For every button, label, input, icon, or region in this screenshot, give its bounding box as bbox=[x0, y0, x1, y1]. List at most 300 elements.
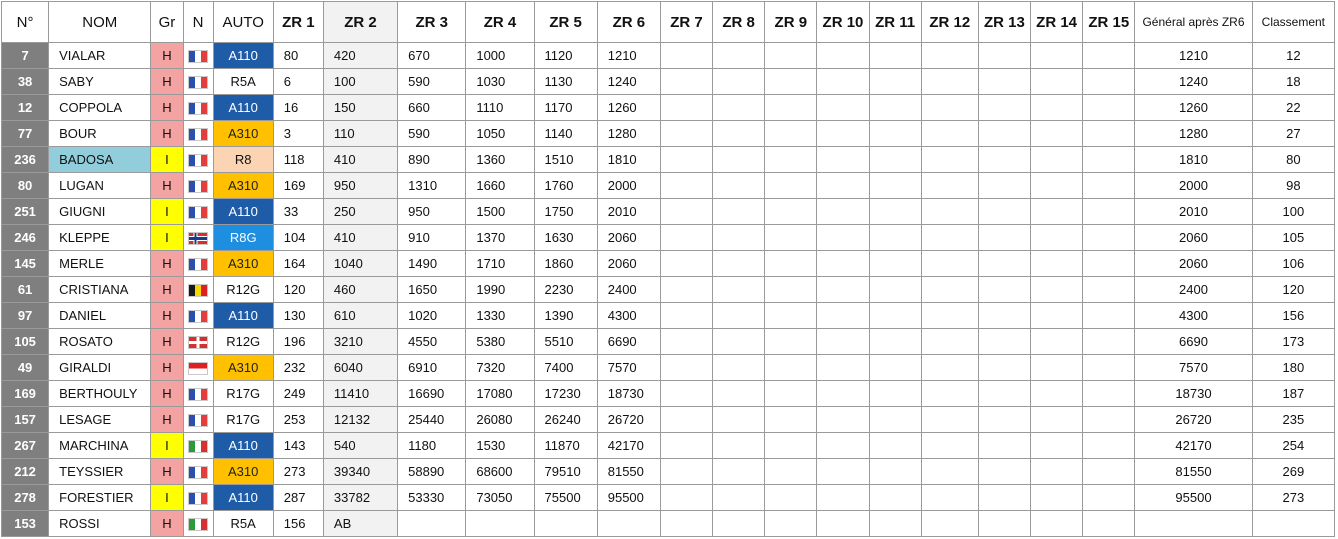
header-zr1[interactable]: ZR 1 bbox=[273, 2, 323, 43]
zr6-cell[interactable] bbox=[597, 511, 660, 537]
zr12-cell[interactable] bbox=[921, 173, 978, 199]
zr11-cell[interactable] bbox=[869, 147, 921, 173]
zr15-cell[interactable] bbox=[1083, 147, 1135, 173]
zr11-cell[interactable] bbox=[869, 459, 921, 485]
zr2-cell[interactable]: 12132 bbox=[323, 407, 397, 433]
car-cell[interactable]: A310 bbox=[213, 459, 273, 485]
zr4-cell[interactable]: 1530 bbox=[466, 433, 534, 459]
bib-number-cell[interactable]: 278 bbox=[2, 485, 49, 511]
zr3-cell[interactable]: 25440 bbox=[398, 407, 466, 433]
zr4-cell[interactable]: 17080 bbox=[466, 381, 534, 407]
zr12-cell[interactable] bbox=[921, 381, 978, 407]
header-zr15[interactable]: ZR 15 bbox=[1083, 2, 1135, 43]
zr7-cell[interactable] bbox=[660, 225, 712, 251]
zr5-cell[interactable] bbox=[534, 511, 597, 537]
zr7-cell[interactable] bbox=[660, 303, 712, 329]
zr8-cell[interactable] bbox=[713, 95, 765, 121]
zr15-cell[interactable] bbox=[1083, 95, 1135, 121]
zr4-cell[interactable]: 1710 bbox=[466, 251, 534, 277]
zr9-cell[interactable] bbox=[765, 381, 817, 407]
bib-number-cell[interactable]: 105 bbox=[2, 329, 49, 355]
zr15-cell[interactable] bbox=[1083, 329, 1135, 355]
zr10-cell[interactable] bbox=[817, 355, 869, 381]
driver-name-cell[interactable]: MERLE bbox=[49, 251, 151, 277]
zr1-cell[interactable]: 169 bbox=[273, 173, 323, 199]
bib-number-cell[interactable]: 267 bbox=[2, 433, 49, 459]
zr12-cell[interactable] bbox=[921, 407, 978, 433]
zr4-cell[interactable]: 1030 bbox=[466, 69, 534, 95]
nationality-cell[interactable] bbox=[183, 355, 213, 381]
zr9-cell[interactable] bbox=[765, 95, 817, 121]
zr12-cell[interactable] bbox=[921, 511, 978, 537]
zr9-cell[interactable] bbox=[765, 43, 817, 69]
car-cell[interactable]: A310 bbox=[213, 121, 273, 147]
zr6-cell[interactable]: 18730 bbox=[597, 381, 660, 407]
zr12-cell[interactable] bbox=[921, 459, 978, 485]
zr11-cell[interactable] bbox=[869, 277, 921, 303]
bib-number-cell[interactable]: 145 bbox=[2, 251, 49, 277]
zr14-cell[interactable] bbox=[1031, 43, 1083, 69]
group-cell[interactable]: H bbox=[151, 121, 183, 147]
zr3-cell[interactable]: 1310 bbox=[398, 173, 466, 199]
bib-number-cell[interactable]: 12 bbox=[2, 95, 49, 121]
header-zr6[interactable]: ZR 6 bbox=[597, 2, 660, 43]
zr7-cell[interactable] bbox=[660, 251, 712, 277]
zr11-cell[interactable] bbox=[869, 407, 921, 433]
zr14-cell[interactable] bbox=[1031, 459, 1083, 485]
bib-number-cell[interactable]: 169 bbox=[2, 381, 49, 407]
nationality-cell[interactable] bbox=[183, 511, 213, 537]
zr10-cell[interactable] bbox=[817, 459, 869, 485]
zr10-cell[interactable] bbox=[817, 277, 869, 303]
zr9-cell[interactable] bbox=[765, 303, 817, 329]
zr3-cell[interactable]: 910 bbox=[398, 225, 466, 251]
car-cell[interactable]: R17G bbox=[213, 381, 273, 407]
zr9-cell[interactable] bbox=[765, 173, 817, 199]
zr9-cell[interactable] bbox=[765, 355, 817, 381]
zr14-cell[interactable] bbox=[1031, 381, 1083, 407]
zr15-cell[interactable] bbox=[1083, 459, 1135, 485]
zr10-cell[interactable] bbox=[817, 433, 869, 459]
zr1-cell[interactable]: 164 bbox=[273, 251, 323, 277]
classement-cell[interactable]: 156 bbox=[1252, 303, 1334, 329]
zr14-cell[interactable] bbox=[1031, 251, 1083, 277]
zr1-cell[interactable]: 156 bbox=[273, 511, 323, 537]
header-zr12[interactable]: ZR 12 bbox=[921, 2, 978, 43]
zr8-cell[interactable] bbox=[713, 121, 765, 147]
nationality-cell[interactable] bbox=[183, 173, 213, 199]
zr9-cell[interactable] bbox=[765, 147, 817, 173]
header-zr7[interactable]: ZR 7 bbox=[660, 2, 712, 43]
group-cell[interactable]: H bbox=[151, 251, 183, 277]
zr3-cell[interactable]: 1020 bbox=[398, 303, 466, 329]
zr5-cell[interactable]: 26240 bbox=[534, 407, 597, 433]
zr13-cell[interactable] bbox=[978, 147, 1030, 173]
zr15-cell[interactable] bbox=[1083, 303, 1135, 329]
zr9-cell[interactable] bbox=[765, 459, 817, 485]
nationality-cell[interactable] bbox=[183, 433, 213, 459]
zr8-cell[interactable] bbox=[713, 173, 765, 199]
zr1-cell[interactable]: 120 bbox=[273, 277, 323, 303]
general-cell[interactable] bbox=[1135, 511, 1252, 537]
general-cell[interactable]: 1260 bbox=[1135, 95, 1252, 121]
zr1-cell[interactable]: 249 bbox=[273, 381, 323, 407]
zr8-cell[interactable] bbox=[713, 277, 765, 303]
zr13-cell[interactable] bbox=[978, 251, 1030, 277]
zr14-cell[interactable] bbox=[1031, 173, 1083, 199]
zr5-cell[interactable]: 1860 bbox=[534, 251, 597, 277]
zr5-cell[interactable]: 1120 bbox=[534, 43, 597, 69]
zr7-cell[interactable] bbox=[660, 407, 712, 433]
zr1-cell[interactable]: 287 bbox=[273, 485, 323, 511]
zr8-cell[interactable] bbox=[713, 303, 765, 329]
driver-name-cell[interactable]: LESAGE bbox=[49, 407, 151, 433]
zr12-cell[interactable] bbox=[921, 69, 978, 95]
zr3-cell[interactable]: 950 bbox=[398, 199, 466, 225]
classement-cell[interactable]: 269 bbox=[1252, 459, 1334, 485]
general-cell[interactable]: 2000 bbox=[1135, 173, 1252, 199]
zr1-cell[interactable]: 232 bbox=[273, 355, 323, 381]
driver-name-cell[interactable]: GIUGNI bbox=[49, 199, 151, 225]
zr7-cell[interactable] bbox=[660, 121, 712, 147]
general-cell[interactable]: 26720 bbox=[1135, 407, 1252, 433]
zr13-cell[interactable] bbox=[978, 511, 1030, 537]
general-cell[interactable]: 1210 bbox=[1135, 43, 1252, 69]
zr13-cell[interactable] bbox=[978, 303, 1030, 329]
car-cell[interactable]: R17G bbox=[213, 407, 273, 433]
general-cell[interactable]: 1240 bbox=[1135, 69, 1252, 95]
zr9-cell[interactable] bbox=[765, 407, 817, 433]
nationality-cell[interactable] bbox=[183, 381, 213, 407]
zr2-cell[interactable]: 39340 bbox=[323, 459, 397, 485]
zr6-cell[interactable]: 42170 bbox=[597, 433, 660, 459]
group-cell[interactable]: H bbox=[151, 173, 183, 199]
zr2-cell[interactable]: 6040 bbox=[323, 355, 397, 381]
car-cell[interactable]: A310 bbox=[213, 251, 273, 277]
zr10-cell[interactable] bbox=[817, 251, 869, 277]
nationality-cell[interactable] bbox=[183, 329, 213, 355]
group-cell[interactable]: I bbox=[151, 225, 183, 251]
zr3-cell[interactable]: 670 bbox=[398, 43, 466, 69]
zr10-cell[interactable] bbox=[817, 511, 869, 537]
zr10-cell[interactable] bbox=[817, 69, 869, 95]
zr2-cell[interactable]: 150 bbox=[323, 95, 397, 121]
nationality-cell[interactable] bbox=[183, 95, 213, 121]
zr5-cell[interactable]: 1750 bbox=[534, 199, 597, 225]
zr12-cell[interactable] bbox=[921, 303, 978, 329]
zr12-cell[interactable] bbox=[921, 95, 978, 121]
zr3-cell[interactable]: 1650 bbox=[398, 277, 466, 303]
zr15-cell[interactable] bbox=[1083, 251, 1135, 277]
zr10-cell[interactable] bbox=[817, 381, 869, 407]
zr8-cell[interactable] bbox=[713, 511, 765, 537]
group-cell[interactable]: H bbox=[151, 43, 183, 69]
zr5-cell[interactable]: 17230 bbox=[534, 381, 597, 407]
header-nat[interactable]: N bbox=[183, 2, 213, 43]
bib-number-cell[interactable]: 61 bbox=[2, 277, 49, 303]
zr11-cell[interactable] bbox=[869, 511, 921, 537]
zr12-cell[interactable] bbox=[921, 277, 978, 303]
zr8-cell[interactable] bbox=[713, 199, 765, 225]
group-cell[interactable]: I bbox=[151, 147, 183, 173]
zr3-cell[interactable]: 660 bbox=[398, 95, 466, 121]
zr14-cell[interactable] bbox=[1031, 277, 1083, 303]
zr13-cell[interactable] bbox=[978, 329, 1030, 355]
zr9-cell[interactable] bbox=[765, 277, 817, 303]
zr11-cell[interactable] bbox=[869, 303, 921, 329]
zr8-cell[interactable] bbox=[713, 251, 765, 277]
zr14-cell[interactable] bbox=[1031, 407, 1083, 433]
driver-name-cell[interactable]: CRISTIANA bbox=[49, 277, 151, 303]
zr1-cell[interactable]: 118 bbox=[273, 147, 323, 173]
group-cell[interactable]: H bbox=[151, 95, 183, 121]
zr2-cell[interactable]: 33782 bbox=[323, 485, 397, 511]
general-cell[interactable]: 42170 bbox=[1135, 433, 1252, 459]
zr6-cell[interactable]: 2060 bbox=[597, 225, 660, 251]
zr3-cell[interactable]: 4550 bbox=[398, 329, 466, 355]
bib-number-cell[interactable]: 97 bbox=[2, 303, 49, 329]
zr9-cell[interactable] bbox=[765, 69, 817, 95]
zr11-cell[interactable] bbox=[869, 173, 921, 199]
zr9-cell[interactable] bbox=[765, 511, 817, 537]
zr4-cell[interactable]: 1330 bbox=[466, 303, 534, 329]
zr15-cell[interactable] bbox=[1083, 225, 1135, 251]
general-cell[interactable]: 2060 bbox=[1135, 225, 1252, 251]
zr8-cell[interactable] bbox=[713, 381, 765, 407]
zr6-cell[interactable]: 1280 bbox=[597, 121, 660, 147]
zr10-cell[interactable] bbox=[817, 407, 869, 433]
zr1-cell[interactable]: 104 bbox=[273, 225, 323, 251]
zr4-cell[interactable]: 68600 bbox=[466, 459, 534, 485]
classement-cell[interactable]: 254 bbox=[1252, 433, 1334, 459]
zr7-cell[interactable] bbox=[660, 511, 712, 537]
classement-cell[interactable]: 235 bbox=[1252, 407, 1334, 433]
bib-number-cell[interactable]: 153 bbox=[2, 511, 49, 537]
header-nom[interactable]: NOM bbox=[49, 2, 151, 43]
zr15-cell[interactable] bbox=[1083, 69, 1135, 95]
zr12-cell[interactable] bbox=[921, 251, 978, 277]
header-zr4[interactable]: ZR 4 bbox=[466, 2, 534, 43]
zr14-cell[interactable] bbox=[1031, 95, 1083, 121]
zr13-cell[interactable] bbox=[978, 69, 1030, 95]
nationality-cell[interactable] bbox=[183, 303, 213, 329]
bib-number-cell[interactable]: 7 bbox=[2, 43, 49, 69]
car-cell[interactable]: R8G bbox=[213, 225, 273, 251]
zr7-cell[interactable] bbox=[660, 199, 712, 225]
group-cell[interactable]: H bbox=[151, 511, 183, 537]
zr2-cell[interactable]: 1040 bbox=[323, 251, 397, 277]
zr2-cell[interactable]: 950 bbox=[323, 173, 397, 199]
header-zr9[interactable]: ZR 9 bbox=[765, 2, 817, 43]
general-cell[interactable]: 7570 bbox=[1135, 355, 1252, 381]
classement-cell[interactable] bbox=[1252, 511, 1334, 537]
zr3-cell[interactable]: 16690 bbox=[398, 381, 466, 407]
zr11-cell[interactable] bbox=[869, 69, 921, 95]
zr6-cell[interactable]: 2010 bbox=[597, 199, 660, 225]
zr15-cell[interactable] bbox=[1083, 407, 1135, 433]
zr2-cell[interactable]: AB bbox=[323, 511, 397, 537]
group-cell[interactable]: H bbox=[151, 355, 183, 381]
nationality-cell[interactable] bbox=[183, 251, 213, 277]
zr3-cell[interactable]: 58890 bbox=[398, 459, 466, 485]
zr2-cell[interactable]: 100 bbox=[323, 69, 397, 95]
zr1-cell[interactable]: 273 bbox=[273, 459, 323, 485]
zr12-cell[interactable] bbox=[921, 485, 978, 511]
zr5-cell[interactable]: 11870 bbox=[534, 433, 597, 459]
zr12-cell[interactable] bbox=[921, 433, 978, 459]
classement-cell[interactable]: 80 bbox=[1252, 147, 1334, 173]
classement-cell[interactable]: 105 bbox=[1252, 225, 1334, 251]
zr9-cell[interactable] bbox=[765, 433, 817, 459]
zr5-cell[interactable]: 79510 bbox=[534, 459, 597, 485]
zr14-cell[interactable] bbox=[1031, 225, 1083, 251]
zr3-cell[interactable]: 1180 bbox=[398, 433, 466, 459]
zr5-cell[interactable]: 1630 bbox=[534, 225, 597, 251]
classement-cell[interactable]: 187 bbox=[1252, 381, 1334, 407]
classement-cell[interactable]: 173 bbox=[1252, 329, 1334, 355]
zr7-cell[interactable] bbox=[660, 355, 712, 381]
zr7-cell[interactable] bbox=[660, 69, 712, 95]
zr15-cell[interactable] bbox=[1083, 381, 1135, 407]
zr5-cell[interactable]: 2230 bbox=[534, 277, 597, 303]
zr12-cell[interactable] bbox=[921, 355, 978, 381]
zr11-cell[interactable] bbox=[869, 329, 921, 355]
zr1-cell[interactable]: 253 bbox=[273, 407, 323, 433]
zr11-cell[interactable] bbox=[869, 121, 921, 147]
nationality-cell[interactable] bbox=[183, 459, 213, 485]
zr2-cell[interactable]: 410 bbox=[323, 147, 397, 173]
zr2-cell[interactable]: 250 bbox=[323, 199, 397, 225]
zr6-cell[interactable]: 2400 bbox=[597, 277, 660, 303]
header-zr3[interactable]: ZR 3 bbox=[398, 2, 466, 43]
zr2-cell[interactable]: 610 bbox=[323, 303, 397, 329]
bib-number-cell[interactable]: 246 bbox=[2, 225, 49, 251]
bib-number-cell[interactable]: 236 bbox=[2, 147, 49, 173]
zr13-cell[interactable] bbox=[978, 199, 1030, 225]
zr1-cell[interactable]: 6 bbox=[273, 69, 323, 95]
car-cell[interactable]: R5A bbox=[213, 69, 273, 95]
car-cell[interactable]: R12G bbox=[213, 277, 273, 303]
zr1-cell[interactable]: 16 bbox=[273, 95, 323, 121]
zr4-cell[interactable]: 7320 bbox=[466, 355, 534, 381]
nationality-cell[interactable] bbox=[183, 43, 213, 69]
zr13-cell[interactable] bbox=[978, 433, 1030, 459]
zr10-cell[interactable] bbox=[817, 485, 869, 511]
zr10-cell[interactable] bbox=[817, 303, 869, 329]
zr11-cell[interactable] bbox=[869, 381, 921, 407]
general-cell[interactable]: 2400 bbox=[1135, 277, 1252, 303]
zr5-cell[interactable]: 1510 bbox=[534, 147, 597, 173]
zr6-cell[interactable]: 7570 bbox=[597, 355, 660, 381]
driver-name-cell[interactable]: DANIEL bbox=[49, 303, 151, 329]
zr4-cell[interactable]: 1050 bbox=[466, 121, 534, 147]
header-zr14[interactable]: ZR 14 bbox=[1031, 2, 1083, 43]
zr10-cell[interactable] bbox=[817, 121, 869, 147]
zr5-cell[interactable]: 7400 bbox=[534, 355, 597, 381]
zr3-cell[interactable]: 1490 bbox=[398, 251, 466, 277]
driver-name-cell[interactable]: KLEPPE bbox=[49, 225, 151, 251]
zr2-cell[interactable]: 110 bbox=[323, 121, 397, 147]
zr6-cell[interactable]: 2000 bbox=[597, 173, 660, 199]
nationality-cell[interactable] bbox=[183, 407, 213, 433]
zr12-cell[interactable] bbox=[921, 225, 978, 251]
zr15-cell[interactable] bbox=[1083, 43, 1135, 69]
zr14-cell[interactable] bbox=[1031, 121, 1083, 147]
zr1-cell[interactable]: 196 bbox=[273, 329, 323, 355]
general-cell[interactable]: 95500 bbox=[1135, 485, 1252, 511]
zr7-cell[interactable] bbox=[660, 277, 712, 303]
car-cell[interactable]: A110 bbox=[213, 43, 273, 69]
zr4-cell[interactable]: 1660 bbox=[466, 173, 534, 199]
classement-cell[interactable]: 98 bbox=[1252, 173, 1334, 199]
header-zr13[interactable]: ZR 13 bbox=[978, 2, 1030, 43]
zr13-cell[interactable] bbox=[978, 121, 1030, 147]
zr11-cell[interactable] bbox=[869, 199, 921, 225]
zr7-cell[interactable] bbox=[660, 485, 712, 511]
zr11-cell[interactable] bbox=[869, 43, 921, 69]
zr6-cell[interactable]: 1260 bbox=[597, 95, 660, 121]
zr10-cell[interactable] bbox=[817, 225, 869, 251]
zr2-cell[interactable]: 460 bbox=[323, 277, 397, 303]
zr15-cell[interactable] bbox=[1083, 121, 1135, 147]
group-cell[interactable]: I bbox=[151, 199, 183, 225]
zr14-cell[interactable] bbox=[1031, 69, 1083, 95]
zr7-cell[interactable] bbox=[660, 173, 712, 199]
zr3-cell[interactable]: 53330 bbox=[398, 485, 466, 511]
zr10-cell[interactable] bbox=[817, 95, 869, 121]
zr9-cell[interactable] bbox=[765, 251, 817, 277]
zr8-cell[interactable] bbox=[713, 329, 765, 355]
zr3-cell[interactable]: 6910 bbox=[398, 355, 466, 381]
driver-name-cell[interactable]: LUGAN bbox=[49, 173, 151, 199]
header-zr5[interactable]: ZR 5 bbox=[534, 2, 597, 43]
zr12-cell[interactable] bbox=[921, 121, 978, 147]
zr7-cell[interactable] bbox=[660, 95, 712, 121]
zr13-cell[interactable] bbox=[978, 381, 1030, 407]
zr14-cell[interactable] bbox=[1031, 199, 1083, 225]
zr13-cell[interactable] bbox=[978, 43, 1030, 69]
nationality-cell[interactable] bbox=[183, 277, 213, 303]
car-cell[interactable]: A110 bbox=[213, 303, 273, 329]
zr4-cell[interactable]: 1990 bbox=[466, 277, 534, 303]
bib-number-cell[interactable]: 157 bbox=[2, 407, 49, 433]
driver-name-cell[interactable]: FORESTIER bbox=[49, 485, 151, 511]
zr11-cell[interactable] bbox=[869, 95, 921, 121]
classement-cell[interactable]: 27 bbox=[1252, 121, 1334, 147]
zr2-cell[interactable]: 540 bbox=[323, 433, 397, 459]
zr10-cell[interactable] bbox=[817, 173, 869, 199]
zr4-cell[interactable] bbox=[466, 511, 534, 537]
zr14-cell[interactable] bbox=[1031, 485, 1083, 511]
general-cell[interactable]: 1280 bbox=[1135, 121, 1252, 147]
zr8-cell[interactable] bbox=[713, 407, 765, 433]
general-cell[interactable]: 2010 bbox=[1135, 199, 1252, 225]
zr4-cell[interactable]: 26080 bbox=[466, 407, 534, 433]
group-cell[interactable]: H bbox=[151, 303, 183, 329]
zr1-cell[interactable]: 3 bbox=[273, 121, 323, 147]
zr13-cell[interactable] bbox=[978, 355, 1030, 381]
zr11-cell[interactable] bbox=[869, 251, 921, 277]
zr11-cell[interactable] bbox=[869, 485, 921, 511]
zr8-cell[interactable] bbox=[713, 147, 765, 173]
driver-name-cell[interactable]: SABY bbox=[49, 69, 151, 95]
zr2-cell[interactable]: 410 bbox=[323, 225, 397, 251]
zr4-cell[interactable]: 1360 bbox=[466, 147, 534, 173]
zr10-cell[interactable] bbox=[817, 43, 869, 69]
bib-number-cell[interactable]: 80 bbox=[2, 173, 49, 199]
zr8-cell[interactable] bbox=[713, 485, 765, 511]
zr2-cell[interactable]: 11410 bbox=[323, 381, 397, 407]
